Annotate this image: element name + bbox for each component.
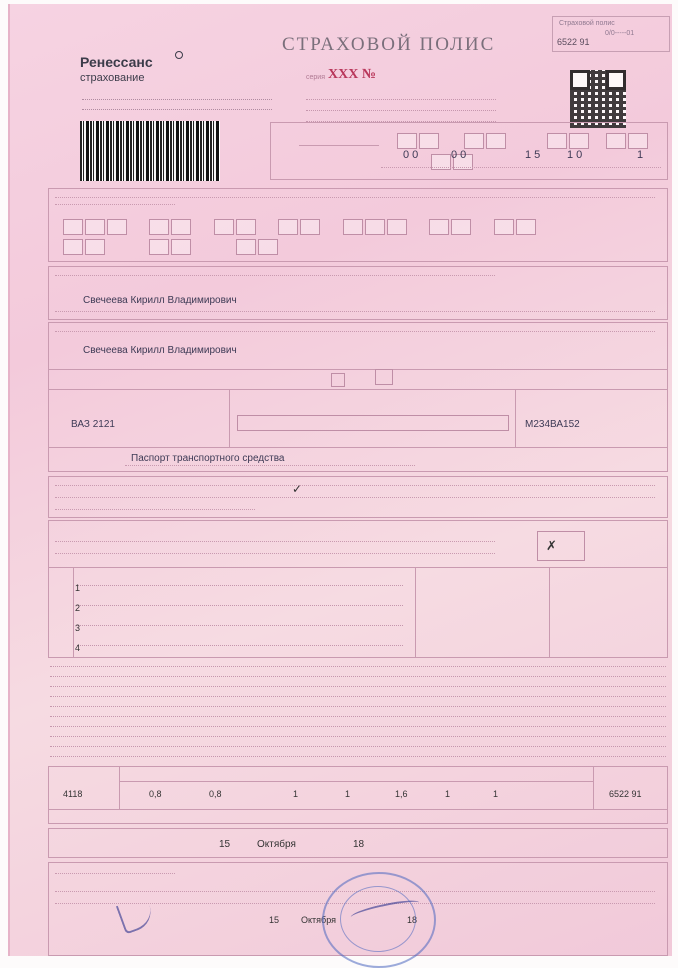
insurance-term-box	[270, 122, 668, 180]
start-day: 1 5	[525, 149, 541, 161]
premium-k7: 1	[493, 789, 499, 799]
premium-k4: 1	[345, 789, 351, 799]
issue-date-box	[48, 828, 668, 858]
usage-cells-2	[63, 239, 280, 260]
logo-subtitle: страхование	[80, 72, 145, 84]
drivers-box	[48, 520, 668, 658]
premium-k5: 1,6	[395, 789, 408, 799]
driver-row-3: 3	[75, 623, 81, 633]
driver-row-1: 1	[75, 583, 81, 593]
barcode	[80, 121, 220, 181]
corner-date: 0/0-----01	[605, 30, 635, 37]
premium-k6: 1	[445, 789, 451, 799]
sign-day: 15	[269, 915, 280, 925]
start-hour: 0 0	[403, 149, 419, 161]
policy-title: СТРАХОВОЙ ПОЛИС	[282, 34, 496, 55]
insured-name: Свечеева Кирилл Владимирович	[83, 345, 237, 356]
vehicle-box	[48, 322, 668, 472]
issue-year: 18	[353, 839, 365, 850]
driver-row-4: 4	[75, 643, 81, 653]
company-address	[82, 92, 272, 110]
start-year: 1	[637, 149, 644, 161]
purpose-box	[48, 476, 668, 518]
vehicle-model: ВАЗ 2121	[71, 419, 115, 430]
owner-name: Свечеева Кирилл Владимирович	[83, 295, 237, 306]
premium-total: 6522 91	[609, 789, 642, 799]
sign-year: 18	[407, 915, 418, 925]
purpose-checkmark: ✓	[292, 482, 303, 496]
policy-number: 6522 91	[557, 37, 590, 47]
document-type: Паспорт транспортного средства	[131, 453, 285, 464]
start-min: 0 0	[451, 149, 467, 161]
sign-month: Октября	[301, 915, 336, 925]
premium-k1: 0,8	[149, 789, 162, 799]
series-value: ХХХ №	[328, 67, 376, 82]
owner-box	[48, 266, 668, 320]
series-label: серия	[306, 74, 325, 81]
premium-base: 4118	[63, 789, 83, 799]
usage-cells	[63, 219, 538, 240]
company-stamp	[322, 872, 436, 968]
start-month: 1 0	[567, 149, 583, 161]
policy-sheet	[8, 4, 672, 956]
driver-row-2: 2	[75, 603, 81, 613]
usage-period-box	[48, 188, 668, 262]
corner-box	[552, 16, 670, 52]
vehicle-reg: М234ВА152	[525, 419, 580, 430]
logo-name: Ренессанс	[80, 54, 153, 70]
drivers-cross: ✗	[546, 538, 557, 553]
issue-day: 15	[219, 839, 231, 850]
premium-k2: 0,8	[209, 789, 222, 799]
conditions-text	[50, 660, 666, 757]
issue-month: Октября	[257, 839, 296, 850]
logo-mark-icon	[175, 51, 183, 59]
insurer-info-lines	[306, 92, 496, 122]
premium-k3: 1	[293, 789, 299, 799]
qr-code	[570, 70, 626, 128]
corner-label: Страховой полис	[559, 20, 615, 27]
premium-table	[48, 766, 668, 824]
